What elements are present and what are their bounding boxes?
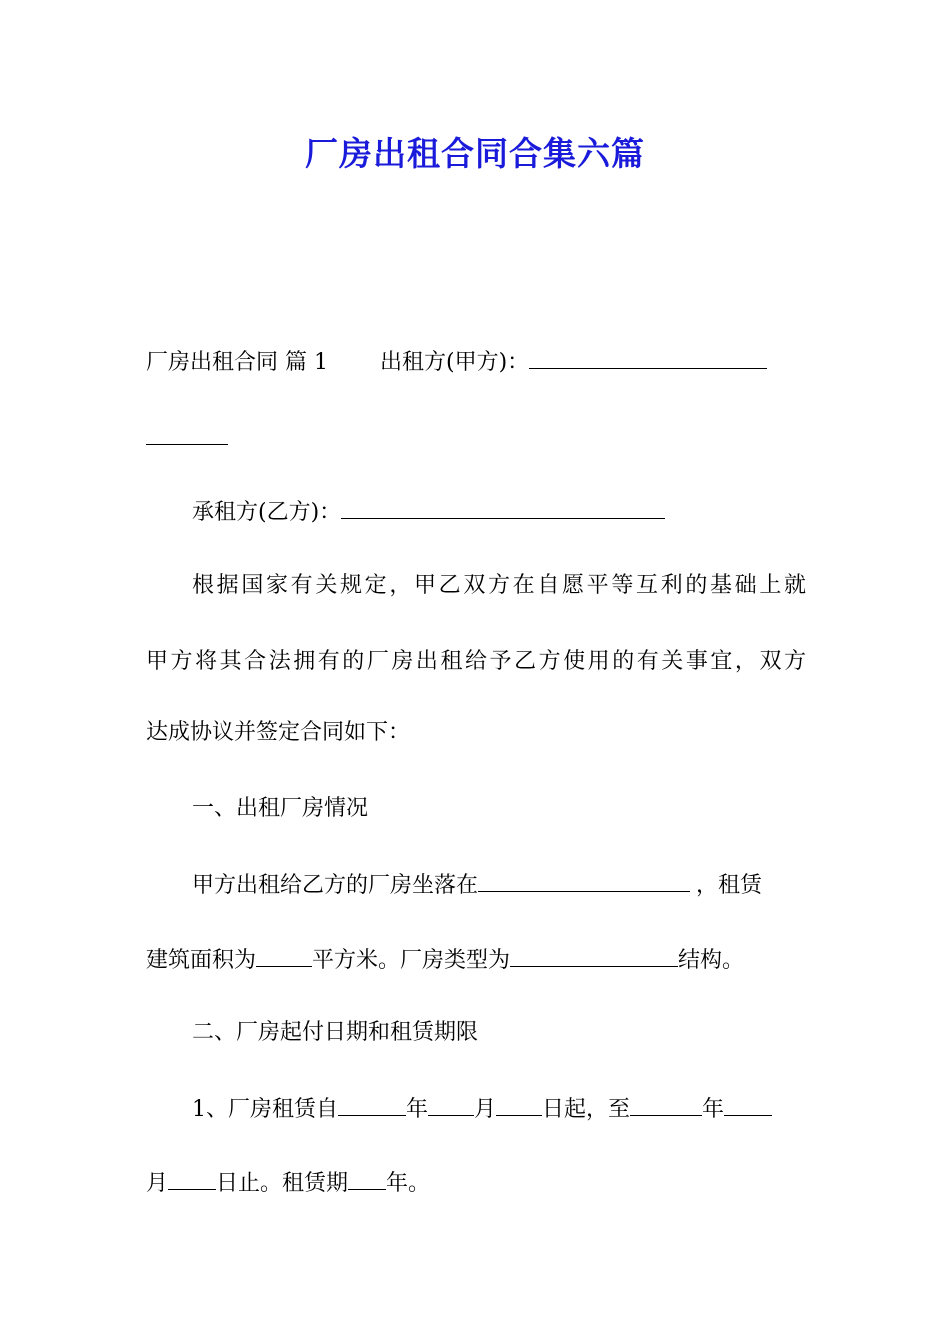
day-from-label: 日起，至	[542, 1097, 631, 1122]
type-label: 平方米。厂房类型为	[312, 948, 511, 973]
structure-label: 结构。	[678, 948, 745, 973]
section-2-heading: 二、厂房起付日期和租赁期限	[192, 1020, 479, 1045]
intro-line-1: 根据国家有关规定，甲乙双方在自愿平等互利的基础上就	[192, 573, 806, 598]
type-blank	[510, 944, 678, 967]
lessor-blank-2	[146, 422, 228, 445]
lessor-label: 出租方(甲方)：	[379, 350, 530, 375]
intro-line-3: 达成协议并签定合同如下：	[146, 720, 411, 745]
lessee-label: 承租方(乙方)：	[192, 500, 342, 525]
year-label-2: 年	[702, 1097, 725, 1122]
year-label: 年	[406, 1097, 429, 1122]
lessee-blank	[341, 496, 665, 519]
month-label-2: 月	[146, 1171, 169, 1196]
lessor-blank	[529, 346, 767, 369]
day-end-label: 日止。租赁期	[216, 1171, 349, 1196]
area-label: 建筑面积为	[146, 948, 257, 973]
location-blank	[478, 869, 690, 892]
to-month-blank	[724, 1093, 772, 1116]
to-day-blank	[168, 1167, 216, 1190]
lessee-line	[192, 496, 806, 528]
from-day-blank	[496, 1093, 542, 1116]
section-1-para-line-2	[146, 944, 806, 976]
contract-heading: 厂房出租合同 篇 1	[146, 350, 328, 375]
lease-label: ，租赁	[696, 873, 763, 898]
document-title: 厂房出租合同合集六篇	[305, 134, 645, 173]
term-year-label: 年。	[386, 1171, 431, 1196]
section-2-para-line-2	[146, 1167, 806, 1199]
from-month-blank	[428, 1093, 474, 1116]
lessor-blank-continued	[146, 422, 806, 454]
month-label: 月	[474, 1097, 497, 1122]
area-blank	[256, 944, 312, 967]
lessor-line	[146, 346, 806, 378]
from-year-blank	[338, 1093, 406, 1116]
section-1-heading: 一、出租厂房情况	[192, 796, 369, 821]
section-1-para-line-1	[192, 869, 806, 901]
intro-line-2: 甲方将其合法拥有的厂房出租给予乙方使用的有关事宜，双方	[146, 649, 806, 674]
to-year-blank	[630, 1093, 702, 1116]
lease-from-label: 1、厂房租赁自	[192, 1097, 338, 1122]
section-2-para-line-1	[192, 1093, 806, 1125]
location-label: 甲方出租给乙方的厂房坐落在	[192, 873, 479, 898]
term-blank	[348, 1167, 386, 1190]
